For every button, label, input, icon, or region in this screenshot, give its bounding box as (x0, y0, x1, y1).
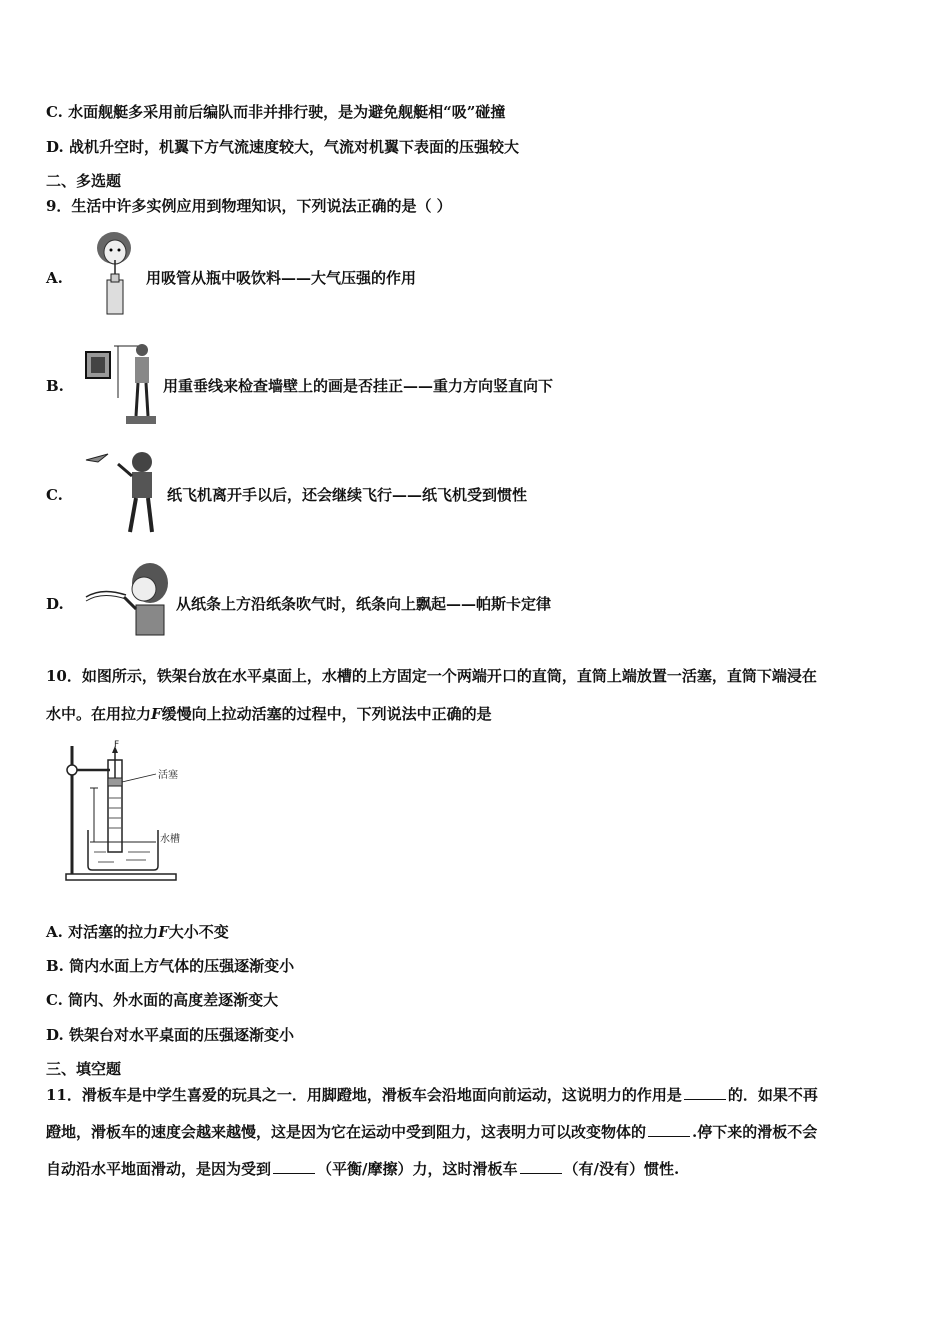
force-symbol: F (151, 705, 162, 723)
q11-paragraph: 11．滑板车是中学生喜爱的玩具之一．用脚蹬地，滑板车会沿地面向前运动，这说明力的作用是 的．如果不再 蹬地，滑板车的速度会越来越慢，这是因为它在运动中受到阻力，这表明力可以改变物体的 .停下来的滑板不会 自动沿水平地面滑动，是因为受到 （平衡/摩擦）力，这时滑板车 （有/没有）惯性. (46, 1086, 818, 1178)
iron-stand-tube-figure (54, 738, 194, 888)
q9-option-c-text: 纸飞机离开手以后，还会继续飞行——纸飞机受到惯性 (167, 486, 528, 504)
section-title-fill-in: 三、填空题 (46, 1060, 122, 1078)
force-label: F (114, 740, 120, 750)
q11-blank-2[interactable] (648, 1122, 690, 1137)
piston-label: 活塞 (158, 770, 178, 781)
q8-option-d: D. 战机升空时，机翼下方气流速度较大，气流对机翼下表面的压强较大 (46, 138, 519, 156)
plumb-line-picture-illustration (82, 338, 162, 428)
q9-option-b-text: 用重垂线来检查墙壁上的画是否挂正——重力方向竖直向下 (163, 377, 554, 395)
q10-stem-line1: 10．如图所示，铁架台放在水平桌面上，水槽的上方固定一个两端开口的直筒，直筒上端放置一活塞，直筒下端浸在 (46, 667, 817, 685)
q11-blank-1[interactable] (684, 1085, 726, 1100)
q10-option-a: A. 对活塞的拉力F大小不变 (46, 923, 229, 941)
q9-option-d-letter: D. (46, 595, 64, 613)
q9-option-b-letter: B. (46, 377, 64, 395)
q10-option-d: D. 铁架台对水平桌面的压强逐渐变小 (46, 1026, 294, 1044)
q10-option-b: B. 筒内水面上方气体的压强逐渐变小 (46, 957, 295, 975)
boy-paper-plane-illustration (84, 448, 168, 536)
q8-option-c: C. 水面舰艇多采用前后编队而非并排行驶，是为避免舰艇相“吸”碰撞 (46, 103, 506, 121)
q9-option-d-text: 从纸条上方沿纸条吹气时，纸条向上飘起——帕斯卡定律 (176, 595, 552, 613)
section-title-multiple-choice: 二、多选题 (46, 172, 122, 190)
q11-blank-4[interactable] (520, 1159, 562, 1174)
q10-option-c: C. 筒内、外水面的高度差逐渐变大 (46, 991, 279, 1009)
tank-label: 水槽 (160, 834, 180, 845)
q10-stem-line2: 水中。在用拉力F缓慢向上拉动活塞的过程中，下列说法中正确的是 (46, 705, 492, 723)
q9-option-a-text: 用吸管从瓶中吸饮料——大气压强的作用 (146, 269, 417, 287)
q9-stem: 9．生活中许多实例应用到物理知识，下列说法正确的是（ ） (46, 197, 452, 215)
girl-drinking-straw-illustration (84, 230, 146, 320)
boy-blowing-paper-illustration (82, 557, 176, 641)
q9-option-a-letter: A. (46, 269, 63, 287)
q9-option-c-letter: C. (46, 486, 63, 504)
q11-blank-3[interactable] (273, 1159, 315, 1174)
